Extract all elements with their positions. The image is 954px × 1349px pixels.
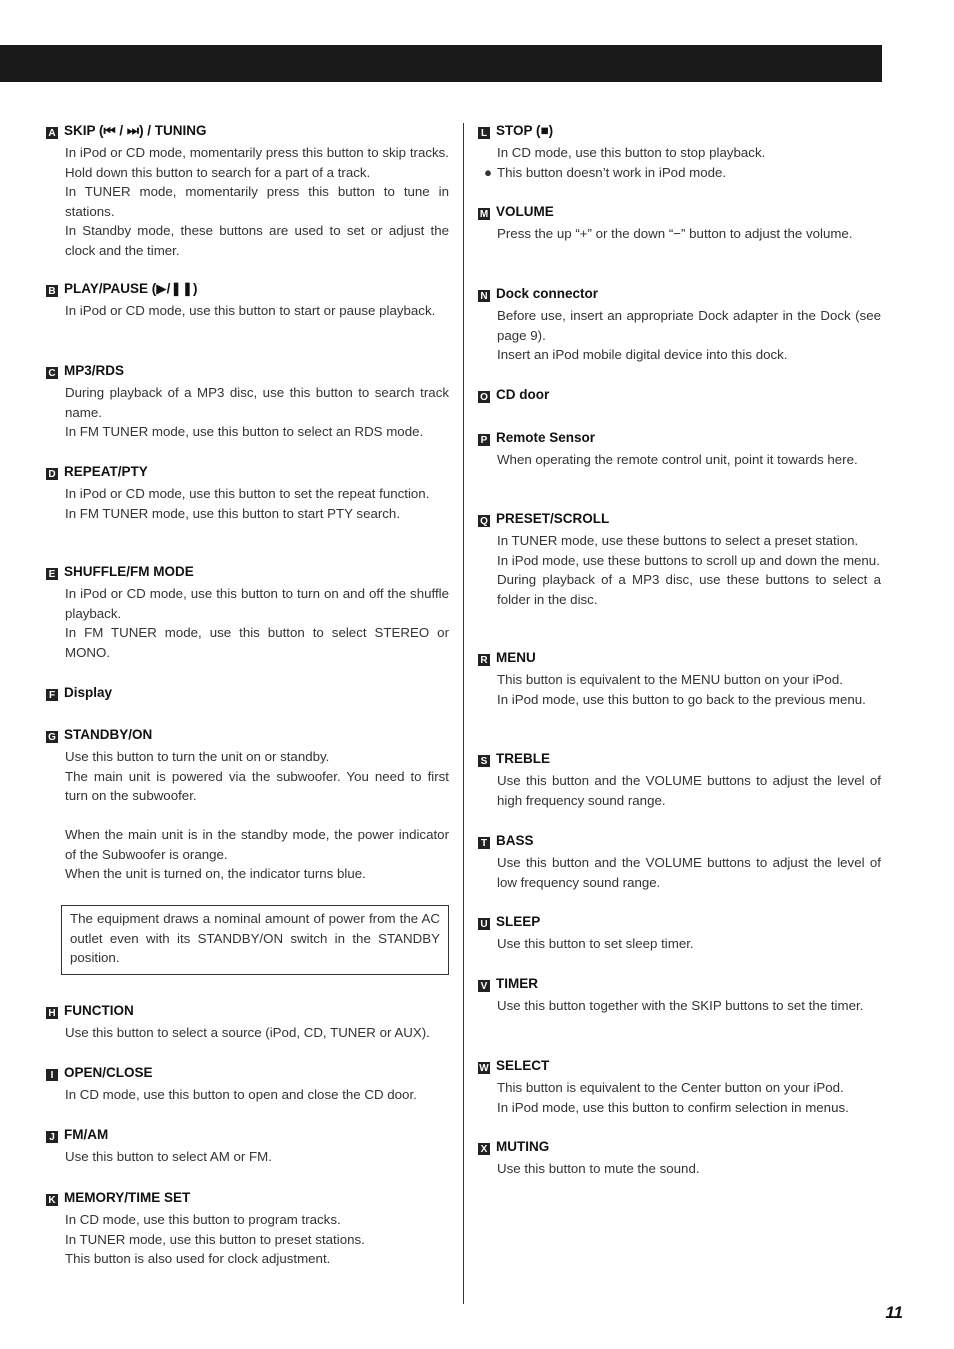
note-box: [61, 905, 449, 975]
section-remote-sensor: [478, 429, 881, 470]
section-text: In iPod mode, use this button to confirm selection in menus.: [497, 1099, 849, 1115]
section-text: Use this button to select AM or FM.: [65, 1149, 272, 1164]
section-text: In iPod or CD mode, use this button to set the repeat function.: [65, 486, 430, 501]
section-key-badge: V: [478, 980, 490, 992]
header-bar: [0, 45, 882, 82]
section-text: In iPod or CD mode, use this button to turn on and off the shuffle playback.: [65, 586, 449, 621]
column-divider: [463, 123, 464, 1304]
section-text: In TUNER mode, use these buttons to select a preset station.: [497, 533, 859, 548]
section-title: STOP (■): [496, 123, 554, 138]
section-key-badge: H: [46, 1007, 58, 1019]
section-title: SHUFFLE/FM MODE: [64, 564, 194, 579]
section-title: BASS: [496, 833, 534, 848]
section-key-badge: U: [478, 918, 490, 930]
section-key-badge: N: [478, 290, 490, 302]
section-bass: [478, 832, 881, 892]
section-memory-time-set: [46, 1189, 449, 1269]
section-key-badge: D: [46, 468, 58, 480]
section-key-badge: T: [478, 837, 490, 849]
section-text: In CD mode, use this button to open and close the CD door.: [65, 1087, 417, 1102]
section-key-badge: O: [478, 391, 490, 403]
section-text: This button is equivalent to the MENU button on your iPod.: [497, 672, 843, 687]
section-text: This button is equivalent to the Center button on your iPod.: [497, 1080, 844, 1095]
section-title: VOLUME: [496, 204, 554, 219]
section-function: [46, 1002, 449, 1043]
section-text: Use this button to set sleep timer.: [497, 936, 694, 951]
section-title: MENU: [496, 650, 536, 665]
section-title: PRESET/SCROLL: [496, 511, 610, 526]
section-text: In iPod or CD mode, momentarily press this button to skip tracks. Hold down this button to search for a part of a track.: [65, 145, 449, 180]
section-key-badge: S: [478, 755, 490, 767]
section-key-badge: R: [478, 654, 490, 666]
section-key-badge: Q: [478, 515, 490, 527]
section-text: Before use, insert an appropriate Dock adapter in the Dock (see page 9).: [497, 308, 881, 343]
section-stop: [478, 122, 881, 182]
section-text: Use this button to select a source (iPod, CD, TUNER or AUX).: [65, 1025, 430, 1040]
section-title: PLAY/PAUSE (▶/❚❚): [64, 281, 198, 296]
section-text: The main unit is powered via the subwoofer. You need to first turn on the subwoofer.: [65, 768, 449, 803]
section-key-badge: C: [46, 367, 58, 379]
section-title: Display: [64, 685, 113, 700]
section-title: MEMORY/TIME SET: [64, 1190, 191, 1205]
section-title: STANDBY/ON: [64, 727, 153, 742]
page-number: 11: [885, 1303, 903, 1322]
section-title: Dock connector: [496, 286, 599, 301]
bullet-item: [484, 163, 881, 183]
section-text: When the unit is turned on, the indicator turns blue.: [65, 866, 366, 881]
section-text: In CD mode, use this button to stop playback.: [497, 145, 766, 160]
section-key-badge: X: [478, 1143, 490, 1155]
section-key-badge: F: [46, 689, 58, 701]
section-volume: [478, 203, 881, 244]
section-title: CD door: [496, 387, 550, 402]
section-treble: [478, 750, 881, 810]
section-fm-am: [46, 1126, 449, 1167]
section-cd-door: [478, 386, 881, 404]
section-title: FM/AM: [64, 1127, 109, 1142]
section-text: Use this button to mute the sound.: [497, 1161, 700, 1176]
note-text: The equipment draws a nominal amount of power from the AC outlet even with its STANDBY/ON switch in the STANDBY position.: [70, 911, 440, 965]
section-open-close: [46, 1064, 449, 1105]
section-preset-scroll: [478, 510, 881, 609]
section-text: In TUNER mode, momentarily press this button to tune in stations.: [65, 184, 449, 219]
section-key-badge: E: [46, 568, 58, 580]
section-key-badge: K: [46, 1194, 58, 1206]
section-text: In iPod or CD mode, use this button to start or pause playback.: [65, 303, 436, 318]
section-text: Use this button and the VOLUME buttons to adjust the level of high frequency sound range.: [497, 773, 881, 808]
section-title: OPEN/CLOSE: [64, 1065, 153, 1080]
section-text: In iPod mode, use this button to go back to the previous menu.: [497, 691, 866, 707]
section-text: During playback of a MP3 disc, use these buttons to select a folder in the disc.: [497, 572, 881, 607]
section-text: This button is also used for clock adjustment.: [65, 1251, 331, 1266]
section-text: In CD mode, use this button to program tracks.: [65, 1212, 341, 1227]
section-timer: [478, 975, 881, 1016]
section-key-badge: G: [46, 731, 58, 743]
section-text: Use this button together with the SKIP buttons to set the timer.: [497, 998, 864, 1013]
section-text: Insert an iPod mobile digital device into this dock.: [497, 347, 788, 362]
section-text: In TUNER mode, use this button to preset stations.: [65, 1231, 365, 1247]
section-sleep: [478, 913, 881, 954]
section-text: In FM TUNER mode, use this button to start PTY search.: [65, 505, 401, 521]
section-title: SKIP (⏮ / ⏭) / TUNING: [64, 123, 207, 138]
section-menu: [478, 649, 881, 709]
section-skip-tuning: [46, 122, 449, 260]
section-title: TIMER: [496, 976, 538, 991]
section-shuffle-fm-mode: [46, 563, 449, 662]
section-key-badge: P: [478, 434, 490, 446]
section-title: Remote Sensor: [496, 430, 596, 445]
section-title: MUTING: [496, 1139, 550, 1154]
section-title: MP3/RDS: [64, 363, 125, 378]
section-text: Use this button to turn the unit on or standby.: [65, 749, 330, 764]
section-key-badge: W: [479, 1063, 489, 1074]
section-key-badge: B: [46, 285, 58, 297]
section-mp3-rds: [46, 362, 449, 442]
section-title: SELECT: [496, 1058, 550, 1073]
section-key-badge: I: [46, 1069, 58, 1081]
section-title: FUNCTION: [64, 1003, 134, 1018]
section-title: REPEAT/PTY: [64, 464, 148, 479]
section-text: In iPod mode, use these buttons to scroll up and down the menu.: [497, 552, 880, 568]
section-text: When the main unit is in the standby mode, the power indicator of the Subwoofer is orange.: [65, 827, 449, 862]
section-standby-on: [46, 726, 449, 884]
section-key-badge: M: [479, 209, 489, 220]
section-dock-connector: [478, 285, 881, 365]
section-key-badge: J: [46, 1131, 58, 1143]
section-text: In FM TUNER mode, use this button to select STEREO or MONO.: [65, 625, 449, 660]
section-text: In Standby mode, these buttons are used to set or adjust the clock and the timer.: [65, 223, 449, 258]
section-text: When operating the remote control unit, point it towards here.: [497, 452, 858, 467]
section-select: [478, 1057, 881, 1117]
section-key-badge: A: [46, 127, 58, 139]
section-key-badge: L: [478, 127, 490, 139]
section-text: Use this button and the VOLUME buttons to adjust the level of low frequency sound range.: [497, 855, 881, 890]
section-muting: [478, 1138, 881, 1179]
bullet-icon: ●: [484, 164, 493, 180]
bullet-text: This button doesn’t work in iPod mode.: [497, 164, 727, 180]
section-text: In FM TUNER mode, use this button to select an RDS mode.: [65, 424, 424, 439]
section-text: During playback of a MP3 disc, use this button to search track name.: [65, 385, 449, 420]
section-display: [46, 684, 449, 702]
section-text: Press the up “+” or the down “−” button to adjust the volume.: [497, 226, 853, 241]
section-title: SLEEP: [496, 914, 541, 929]
section-title: TREBLE: [496, 751, 550, 766]
section-play-pause: [46, 280, 449, 321]
section-repeat-pty: [46, 463, 449, 523]
